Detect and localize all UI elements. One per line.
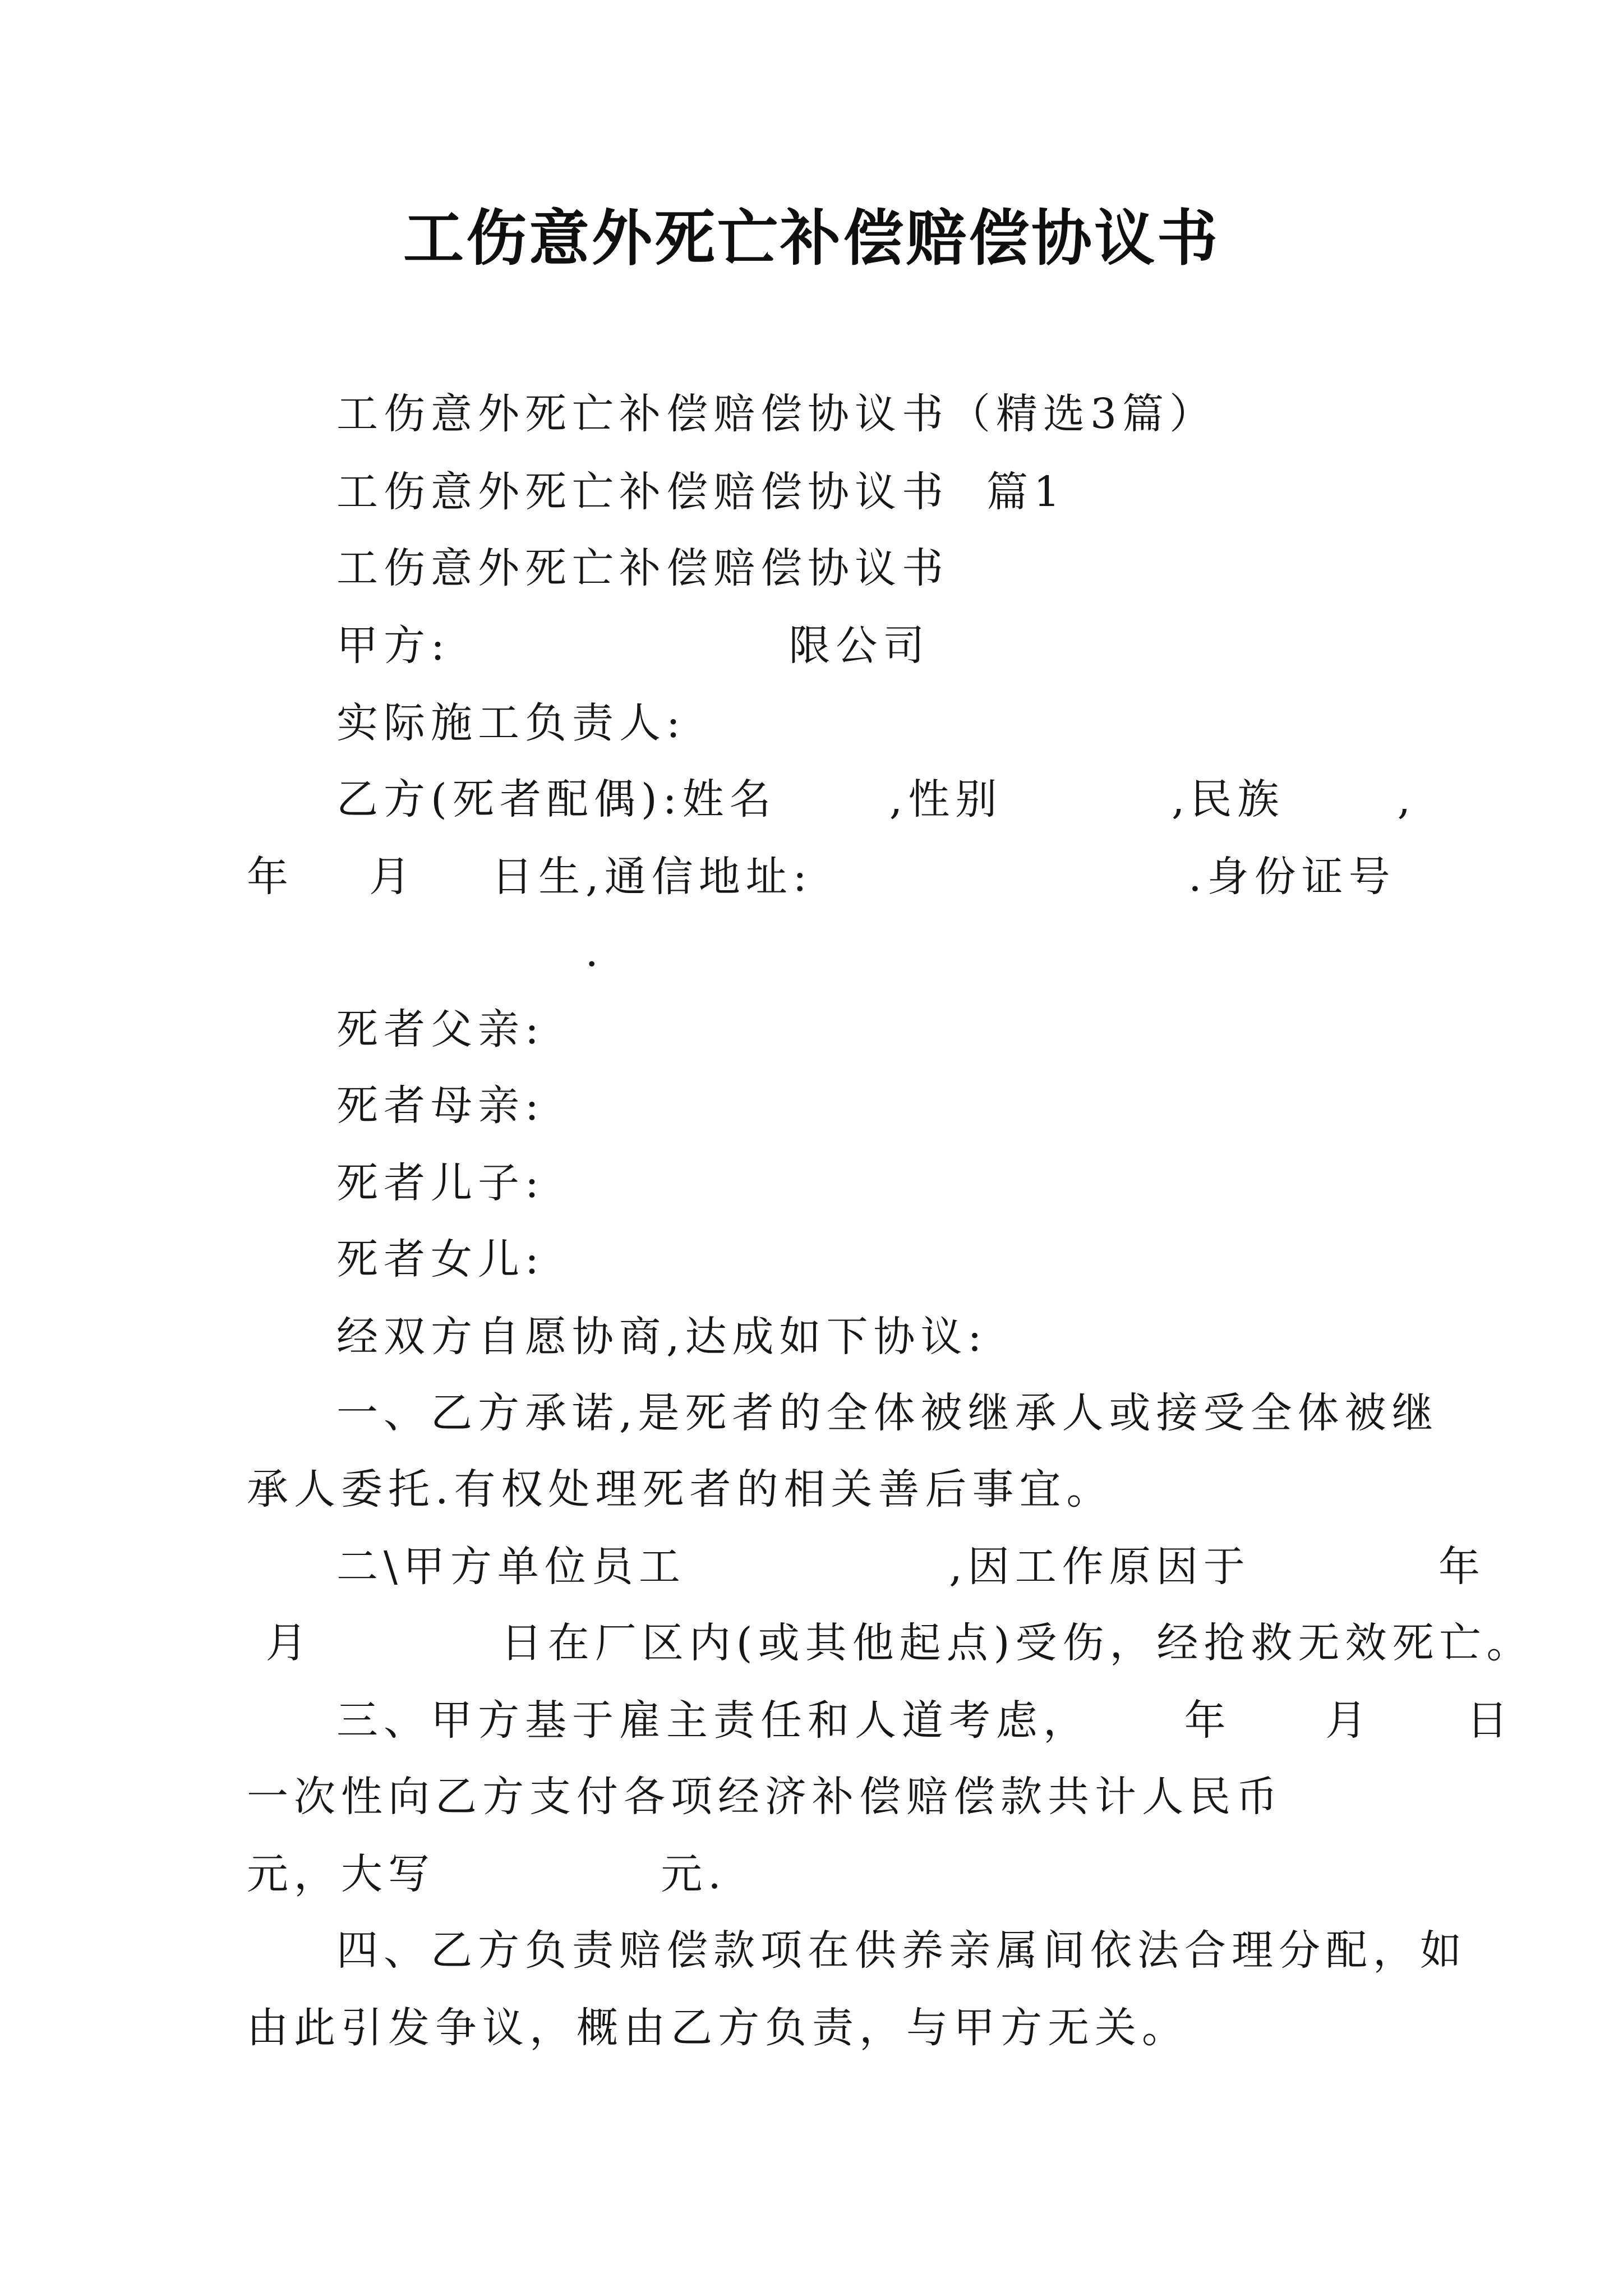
party-a-line: 甲方: 限公司 [336,622,930,670]
clause-2-line-1: 二\甲方单位员工 ,因工作原因于 年 [336,1543,1486,1591]
mother-line: 死者母亲: [336,1082,545,1130]
doc-section-heading: 工伤意外死亡补偿赔偿协议书 篇1 [336,468,1066,516]
id-number-line: . [247,928,604,976]
party-b-address-line: 年 月 日生,通信地址: .身份证号 [247,853,1396,901]
clause-3-line-1: 三、甲方基于雇主责任和人道考虑， 年 月 日 [336,1696,1514,1745]
party-b-line: 乙方(死者配偶):姓名 ,性别 ,民族 , [336,775,1417,823]
clause-3-line-3: 元，大写 元. [247,1850,727,1898]
daughter-line: 死者女儿: [336,1235,545,1283]
clause-4-line-2: 由此引发争议，概由乙方负责，与甲方无关。 [247,2004,1189,2052]
clause-2-line-2: 月 日在厂区内(或其他起点)受伤，经抢救无效死亡。 [247,1619,1534,1667]
son-line: 死者儿子: [336,1159,545,1207]
father-line: 死者父亲: [336,1005,545,1053]
site-manager-line: 实际施工负责人: [336,699,686,747]
clause-1-line-2: 承人委托.有权处理死者的相关善后事宜。 [247,1465,1114,1513]
document-title: 工伤意外死亡补偿赔偿协议书 [403,203,1220,274]
doc-heading-line: 工伤意外死亡补偿赔偿协议书 [336,544,949,592]
doc-subtitle-line: 工伤意外死亡补偿赔偿协议书（精选3篇） [336,390,1217,438]
clause-1-line-1: 一、乙方承诺,是死者的全体被继承人或接受全体被继 [336,1389,1439,1437]
agreement-intro-line: 经双方自愿协商,达成如下协议: [336,1313,988,1361]
clause-3-line-2: 一次性向乙方支付各项经济补偿赔偿款共计人民币 [247,1773,1283,1821]
clause-4-line-1: 四、乙方负责赔偿款项在供养亲属间依法合理分配，如 [336,1926,1467,1975]
